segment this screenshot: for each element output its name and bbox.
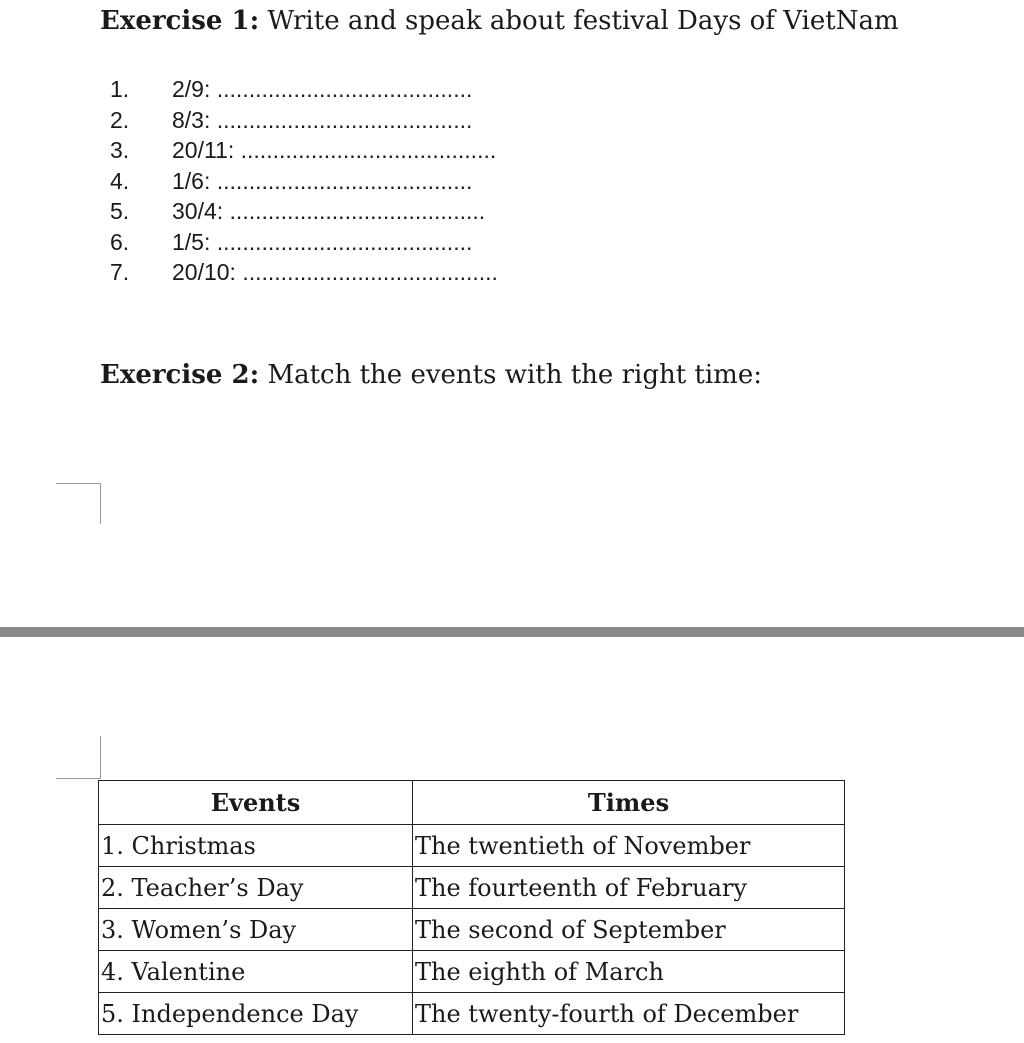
exercise-1-heading (100, 6, 899, 36)
date-list-item (100, 196, 498, 227)
margin-corner-mark (56, 736, 101, 779)
page-divider (0, 627, 1024, 637)
events-column-header: Events (99, 781, 413, 825)
table-row (99, 993, 845, 1035)
date-item-number: 4. (110, 167, 130, 194)
time-cell: The second of September (413, 909, 845, 951)
date-item-date: 8/3: (172, 106, 211, 133)
exercise-2-label: Exercise 2: (100, 360, 260, 390)
exercise-1-label: Exercise 1: (100, 6, 260, 36)
event-cell: 1. Christmas (99, 825, 413, 867)
event-cell: 5. Independence Day (99, 993, 413, 1035)
date-list-item (100, 257, 498, 288)
date-item-number: 2. (110, 106, 130, 133)
time-cell: The twenty-fourth of December (413, 993, 845, 1035)
date-item-number: 7. (110, 259, 130, 285)
event-cell: 2. Teacher’s Day (99, 867, 413, 909)
table-row (99, 951, 845, 993)
date-list-item (100, 166, 498, 197)
date-item-date: 20/11: (172, 137, 235, 163)
date-item-date: 1/6: (172, 167, 211, 194)
date-item-number: 5. (110, 198, 130, 224)
date-item-date: 2/9: (172, 76, 211, 102)
date-list-item (100, 105, 498, 136)
event-cell: 4. Valentine (99, 951, 413, 993)
date-item-number: 1. (110, 76, 130, 102)
date-item-number: 3. (110, 137, 130, 163)
events-times-table (98, 780, 845, 1035)
festival-date-list (100, 74, 498, 288)
date-item-blank: ........................................ (242, 259, 498, 285)
date-list-item (100, 135, 498, 166)
table-header-row (99, 781, 845, 825)
exercise-2-instruction: Match the events with the right time: (259, 360, 762, 390)
date-item-blank: ........................................ (240, 137, 497, 163)
date-item-date: 30/4: (172, 198, 224, 224)
date-item-blank: ........................................ (216, 167, 473, 194)
date-item-blank: ........................................ (216, 106, 473, 133)
exercise-2-heading (100, 360, 762, 390)
table-row (99, 867, 845, 909)
margin-corner-mark (56, 483, 101, 524)
time-cell: The twentieth of November (413, 825, 845, 867)
date-item-date: 20/10: (172, 259, 236, 285)
date-item-blank: ........................................ (216, 228, 473, 255)
times-column-header: Times (413, 781, 845, 825)
time-cell: The fourteenth of February (413, 867, 845, 909)
date-list-item (100, 74, 498, 105)
table-row (99, 825, 845, 867)
date-item-date: 1/5: (172, 228, 211, 255)
table-row (99, 909, 845, 951)
date-item-blank: ........................................ (216, 76, 473, 102)
exercise-1-instruction: Write and speak about festival Days of VietNam (259, 6, 899, 36)
date-item-blank: ........................................ (229, 198, 486, 224)
date-list-item (100, 227, 498, 258)
time-cell: The eighth of March (413, 951, 845, 993)
event-cell: 3. Women’s Day (99, 909, 413, 951)
date-item-number: 6. (110, 228, 130, 255)
